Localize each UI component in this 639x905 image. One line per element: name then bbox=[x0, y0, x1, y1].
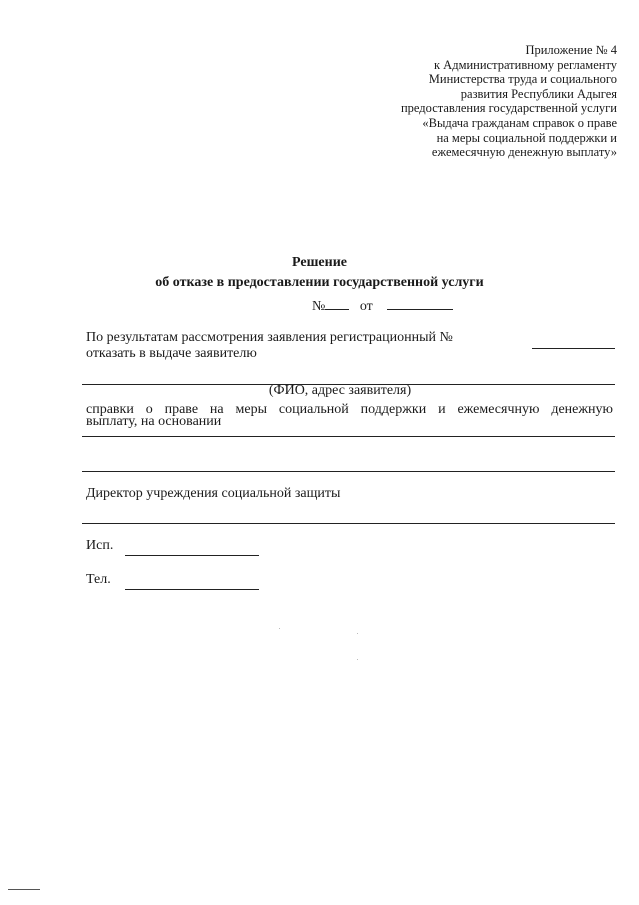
fio-caption: (ФИО, адрес заявителя) bbox=[268, 383, 412, 398]
executor-field[interactable] bbox=[125, 555, 259, 556]
number-field[interactable] bbox=[325, 295, 349, 310]
appendix-line: к Административному регламенту bbox=[433, 57, 617, 72]
body-line-refuse: отказать в выдаче заявителю bbox=[86, 346, 257, 361]
date-label: от bbox=[359, 299, 373, 314]
basis-field[interactable] bbox=[82, 436, 615, 437]
document-title: Решение bbox=[292, 255, 347, 270]
body-line-certificate: справки о праве на меры социальной поддержки и ежемесячную денежную bbox=[86, 402, 613, 417]
appendix-line: ежемесячную денежную выплату» bbox=[431, 145, 617, 160]
scan-edge-mark bbox=[8, 889, 40, 890]
director-label: Директор учреждения социальной защиты bbox=[86, 486, 341, 501]
scan-speck bbox=[357, 659, 358, 660]
appendix-header bbox=[337, 43, 617, 160]
appendix-line: предоставления государственной услуги bbox=[400, 101, 617, 116]
executor-label: Исп. bbox=[86, 538, 114, 553]
appendix-line: Приложение № 4 bbox=[525, 43, 617, 57]
appendix-line: на меры социальной поддержки и bbox=[436, 130, 617, 145]
appendix-line: Министерства труда и социального bbox=[428, 72, 617, 87]
basis-field-continued[interactable] bbox=[82, 471, 615, 472]
number-date-line bbox=[312, 295, 453, 315]
director-signature-field[interactable] bbox=[82, 523, 615, 524]
body-line-registration: По результатам рассмотрения заявления регистрационный № bbox=[86, 330, 453, 345]
registration-number-field[interactable] bbox=[532, 348, 615, 349]
appendix-line: «Выдача гражданам справок о праве bbox=[422, 115, 617, 130]
phone-field[interactable] bbox=[125, 589, 259, 590]
number-label: № bbox=[312, 299, 326, 314]
scan-speck bbox=[279, 628, 280, 629]
appendix-line: развития Республики Адыгея bbox=[460, 86, 617, 101]
phone-label: Тел. bbox=[86, 572, 111, 587]
scan-speck bbox=[357, 633, 358, 634]
document-subtitle: об отказе в предоставлении государственной услуги bbox=[155, 275, 484, 290]
date-field[interactable] bbox=[387, 295, 453, 310]
body-line-basis: выплату, на основании bbox=[86, 414, 222, 429]
